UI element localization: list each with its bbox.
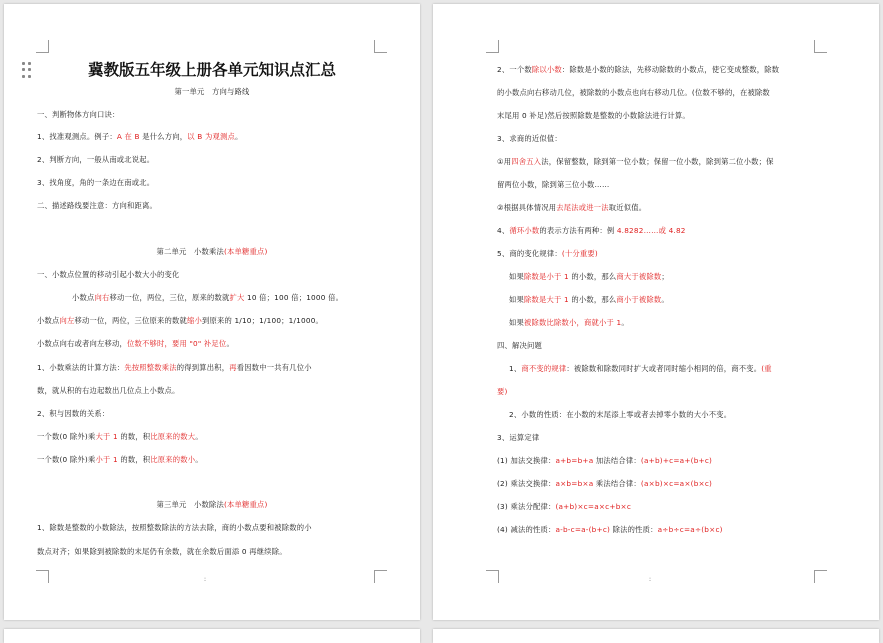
unit3-heading: 第三单元 小数除法(本单糖重点) bbox=[156, 500, 268, 509]
paragraph: 2、积与因数的关系： bbox=[37, 409, 110, 418]
margin-corner-marker bbox=[814, 40, 827, 53]
next-page-edge bbox=[433, 629, 879, 643]
paragraph: 的小数点向右移动几位，被除数的小数点也向右移动几位。(位数不够的，在被除数 bbox=[497, 88, 770, 97]
paragraph: 1、小数乘法的计算方法：先按照整数乘法的得到算出积，再看因数中一共有几位小 bbox=[37, 363, 312, 372]
margin-corner-marker bbox=[36, 570, 49, 583]
paragraph: 5、商的变化规律：(十分重要) bbox=[497, 249, 598, 258]
margin-corner-marker bbox=[374, 570, 387, 583]
paragraph: 小数点向右移动一位，两位，三位，原来的数就扩大 10 倍；100 倍；1000 倍。 bbox=[72, 293, 344, 302]
next-page-edge bbox=[4, 629, 420, 643]
formula-line: (2) 乘法交换律：a×b=b×a 乘法结合律：(a×b)×c=a×(b×c) bbox=[497, 479, 713, 488]
paragraph: 一、小数点位置的移动引起小数大小的变化 bbox=[37, 270, 180, 279]
paragraph: 2、判断方向，一般从南或北说起。 bbox=[37, 155, 155, 164]
paragraph: 3、找角度，角的一条边在南或北。 bbox=[37, 178, 155, 187]
margin-corner-marker bbox=[36, 40, 49, 53]
paragraph: ②根据具体情况用去尾法或进一法取近似值。 bbox=[497, 203, 647, 212]
paragraph: 一个数(0 除外)乘大于 1 的数，积比原来的数大。 bbox=[37, 432, 203, 441]
paragraph: 一、判断物体方向口诀： bbox=[37, 110, 120, 119]
paragraph: 要) bbox=[497, 387, 508, 396]
paragraph: 如果除数是大于 1 的小数，那么商小于被除数。 bbox=[509, 295, 669, 304]
paragraph: 小数点向右或者向左移动，位数不够时，要用 "0" 补足位。 bbox=[37, 339, 234, 348]
paragraph: ①用四舍五入法，保留整数，除到第一位小数；保留一位小数，除到第二位小数；保 bbox=[497, 157, 774, 166]
paragraph: 数点对齐；如果除到被除数的末尾仍有余数，就在余数后面添 0 再继续除。 bbox=[37, 547, 287, 556]
paragraph: 如果被除数比除数小，商就小于 1。 bbox=[509, 318, 629, 327]
paragraph: 如果除数是小于 1 的小数，那么商大于被除数； bbox=[509, 272, 669, 281]
paragraph: 2、小数的性质：在小数的末尾添上零或者去掉零小数的大小不变。 bbox=[509, 410, 732, 419]
paragraph: 二、描述路线要注意：方向和距离。 bbox=[37, 201, 157, 210]
paragraph: 一个数(0 除外)乘小于 1 的数，积比原来的数小。 bbox=[37, 455, 203, 464]
margin-corner-marker bbox=[486, 40, 499, 53]
document-page-2 bbox=[433, 4, 879, 620]
paragraph: 小数点向左移动一位，两位，三位原来的数就缩小到原来的 1/10；1/100；1/1000。 bbox=[37, 316, 324, 325]
formula-line: (3) 乘法分配律：(a+b)×c=a×c+b×c bbox=[497, 502, 632, 511]
margin-corner-marker bbox=[374, 40, 387, 53]
formula-line: (1) 加法交换律：a+b=b+a 加法结合律：(a+b)+c=a+(b+c) bbox=[497, 456, 713, 465]
paragraph: 末尾用 0 补足)然后按照除数是整数的小数除法进行计算。 bbox=[497, 111, 690, 120]
margin-corner-marker bbox=[486, 570, 499, 583]
document-page-1 bbox=[4, 4, 420, 620]
document-title: 冀教版五年级上册各单元知识点汇总 bbox=[87, 60, 336, 79]
margin-corner-marker bbox=[814, 570, 827, 583]
paragraph: 3、求商的近似值： bbox=[497, 134, 562, 143]
paragraph: 3、运算定律 bbox=[497, 433, 540, 442]
unit1-heading: 第一单元 方向与路线 bbox=[174, 87, 250, 96]
unit2-heading: 第二单元 小数乘法(本单糖重点) bbox=[156, 247, 268, 256]
page-number: : bbox=[204, 576, 207, 583]
formula-line: (4) 减法的性质：a-b-c=a-(b+c) 除法的性质：a÷b÷c=a÷(b×c) bbox=[497, 525, 723, 534]
paragraph: 1、找准观测点。例子：A 在 B 是什么方向，以 B 为观测点。 bbox=[37, 132, 243, 141]
paragraph: 留两位小数，除到第三位小数…… bbox=[497, 180, 610, 189]
paragraph: 2、一个数除以小数：除数是小数的除法，先移动除数的小数点，使它变成整数，除数 bbox=[497, 65, 780, 74]
page-number: : bbox=[649, 576, 652, 583]
paragraph: 数，就从积的右边起数出几位点上小数点。 bbox=[37, 386, 180, 395]
paragraph: 1、除数是整数的小数除法，按照整数除法的方法去除，商的小数点要和被除数的小 bbox=[37, 523, 312, 532]
paragraph: 四、解决问题 bbox=[497, 341, 542, 350]
paragraph: 1、商不变的规律：被除数和除数同时扩大或者同时缩小相同的倍，商不变。(重 bbox=[509, 364, 772, 373]
paragraph: 4、循环小数的表示方法有两种：例 4.8282……或 4.82 bbox=[497, 226, 686, 235]
